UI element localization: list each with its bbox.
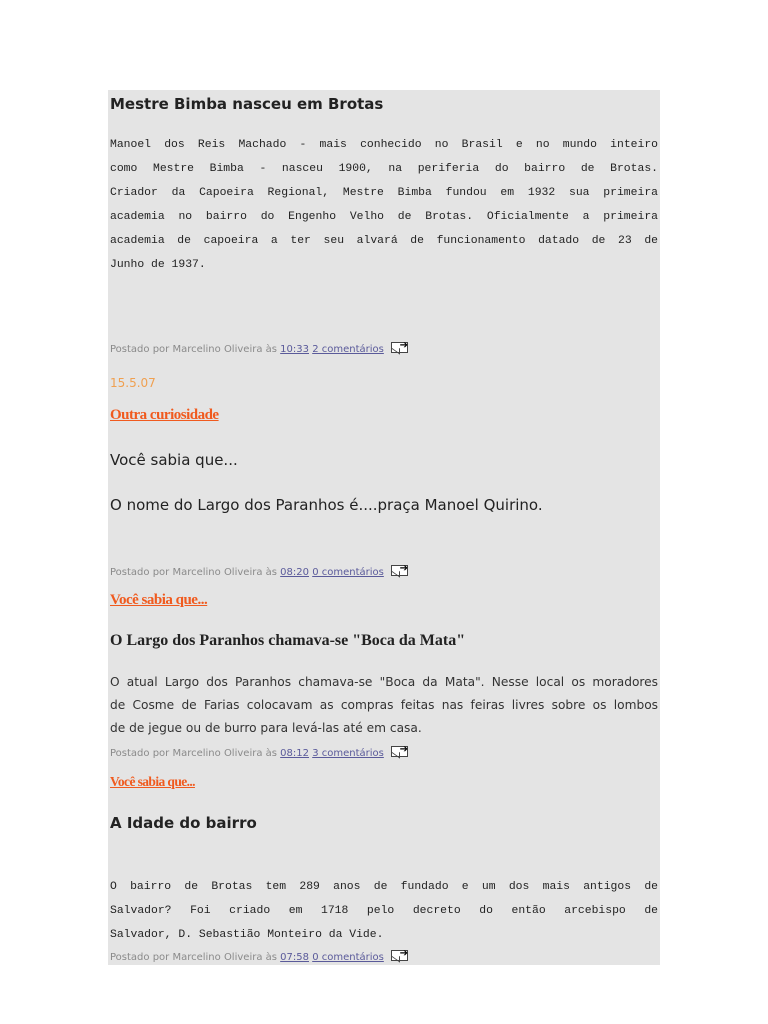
- post-footer: [110, 342, 408, 355]
- post-body-line: Você sabia que...: [110, 451, 238, 469]
- post-title-link[interactable]: Você sabia que...: [110, 774, 195, 789]
- post-heading: A Idade do bairro: [110, 814, 257, 832]
- body-line: O atual Largo dos Paranhos chamava-se "Boca da Mata". Nesse local os moradores: [110, 675, 658, 689]
- post-title-link[interactable]: Você sabia que...: [110, 592, 208, 608]
- comments-link[interactable]: 2 comentários: [312, 344, 384, 355]
- body-line: Salvador? Foi criado em 1718 pelo decreto do então arcebispo de: [110, 905, 658, 917]
- post-body: [110, 875, 658, 947]
- post-author-text: Postado por Marcelino Oliveira às: [110, 567, 277, 578]
- post-body: [110, 671, 658, 740]
- body-line: de Cosme de Farias colocavam as compras feitas nas feiras livres sobre os lombos: [110, 698, 658, 712]
- post-time-link[interactable]: 10:33: [280, 344, 309, 355]
- body-line: Manoel dos Reis Machado - mais conhecido no Brasil e no mundo inteiro: [110, 139, 658, 151]
- post-title-link[interactable]: Outra curiosidade: [110, 407, 219, 423]
- post-footer: [110, 746, 408, 759]
- body-line: como Mestre Bimba - nasceu 1900, na periferia do bairro de Brotas.: [110, 163, 658, 175]
- comments-link[interactable]: 3 comentários: [312, 748, 384, 759]
- body-line: Salvador, D. Sebastião Monteiro da Vide.: [110, 929, 384, 941]
- post-author-text: Postado por Marcelino Oliveira às: [110, 952, 277, 963]
- post-time-link[interactable]: 07:58: [280, 952, 309, 963]
- post-title: Mestre Bimba nasceu em Brotas: [110, 95, 384, 113]
- email-post-icon[interactable]: [391, 746, 408, 757]
- post-author-text: Postado por Marcelino Oliveira às: [110, 344, 277, 355]
- body-line: Criador da Capoeira Regional, Mestre Bimba fundou em 1932 sua primeira: [110, 187, 658, 199]
- post-heading: O Largo dos Paranhos chamava-se "Boca da Mata": [110, 632, 466, 649]
- body-line: de de jegue ou de burro para levá-las até em casa.: [110, 721, 422, 735]
- body-line: Junho de 1937.: [110, 259, 206, 271]
- post-author-text: Postado por Marcelino Oliveira às: [110, 748, 277, 759]
- post-body: [110, 133, 658, 277]
- email-post-icon[interactable]: [391, 342, 408, 353]
- post-time-link[interactable]: 08:12: [280, 748, 309, 759]
- date-header: 15.5.07: [110, 376, 156, 390]
- body-line: academia de capoeira a ter seu alvará de funcionamento datado de 23 de: [110, 235, 658, 247]
- post-time-link[interactable]: 08:20: [280, 567, 309, 578]
- email-post-icon[interactable]: [391, 565, 408, 576]
- body-line: O bairro de Brotas tem 289 anos de fundado e um dos mais antigos de: [110, 881, 658, 893]
- body-line: academia no bairro do Engenho Velho de Brotas. Oficialmente a primeira: [110, 211, 658, 223]
- post-body-line: O nome do Largo dos Paranhos é....praça Manoel Quirino.: [110, 496, 543, 514]
- comments-link[interactable]: 0 comentários: [312, 567, 384, 578]
- post-footer: [110, 565, 408, 578]
- post-footer: [110, 950, 408, 963]
- comments-link[interactable]: 0 comentários: [312, 952, 384, 963]
- email-post-icon[interactable]: [391, 950, 408, 961]
